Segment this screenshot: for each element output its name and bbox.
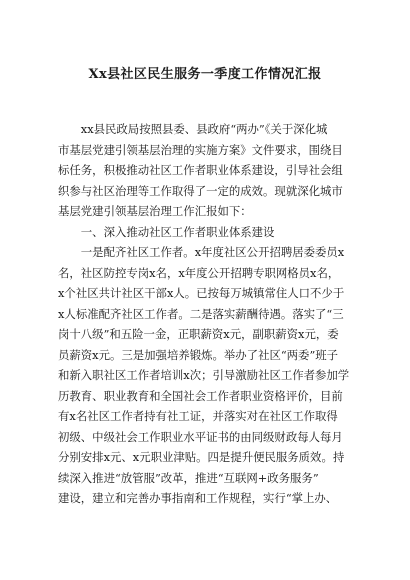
section-heading: 一、深入推动社区工作者职业体系建设 (58, 224, 275, 239)
body-line: x人标准配齐社区工作者。二是落实薪酬待遇。落实了“三 (58, 306, 344, 321)
body-line: 员薪资x元。三是加强培养锻炼。举办了社区“两委”班子 (58, 347, 339, 362)
document-body (58, 119, 358, 509)
body-line: 市基层党建引领基层治理的实施方案》文件要求，围绕目 (58, 142, 343, 157)
body-line: 岗十八级”和五险一金，正职薪资x元，副职薪资x元，委 (58, 327, 339, 341)
body-line: x个社区共计社区干部x人。已按每万城镇常住人口不少于 (58, 286, 345, 300)
body-line: 和新入职社区工作者培训x次；引导激励社区工作者参加学 (58, 368, 350, 382)
body-line: 初级、中级社会工作职业水平证书的由同级财政每人每月 (58, 429, 343, 444)
body-line: 历教育、职业教育和全国社会工作者职业资格评价，目前 (58, 388, 343, 403)
body-line: 名，社区防控专岗x名，x年度公开招聘专职网格员x名， (58, 265, 340, 280)
body-line: 续深入推进“放管服”改革，推进“互联网+政务服务” (58, 470, 319, 485)
body-line: xx县民政局按照县委、县政府“两办”《关于深化城 (58, 122, 328, 136)
document-title: Xx县社区民生服务一季度工作情况汇报 (88, 67, 322, 82)
body-line: 基层党建引领基层治理工作汇报如下： (58, 204, 252, 218)
body-line: 织参与社区治理等工作取得了一定的成效。现就深化城市 (58, 183, 343, 198)
body-line: 分别安排x元、x元职业津贴。四是提升便民服务质效。持 (58, 450, 345, 464)
body-line: 有x名社区工作者持有社工证，并落实对在社区工作取得 (58, 409, 338, 423)
body-line: 建设，建立和完善办事指南和工作规程，实行“掌上办、 (58, 491, 338, 505)
body-line: 标任务，积极推动社区工作者职业体系建设，引导社会组 (58, 163, 343, 177)
body-line: 一是配齐社区工作者。x年度社区公开招聘居委委员x (58, 245, 345, 259)
